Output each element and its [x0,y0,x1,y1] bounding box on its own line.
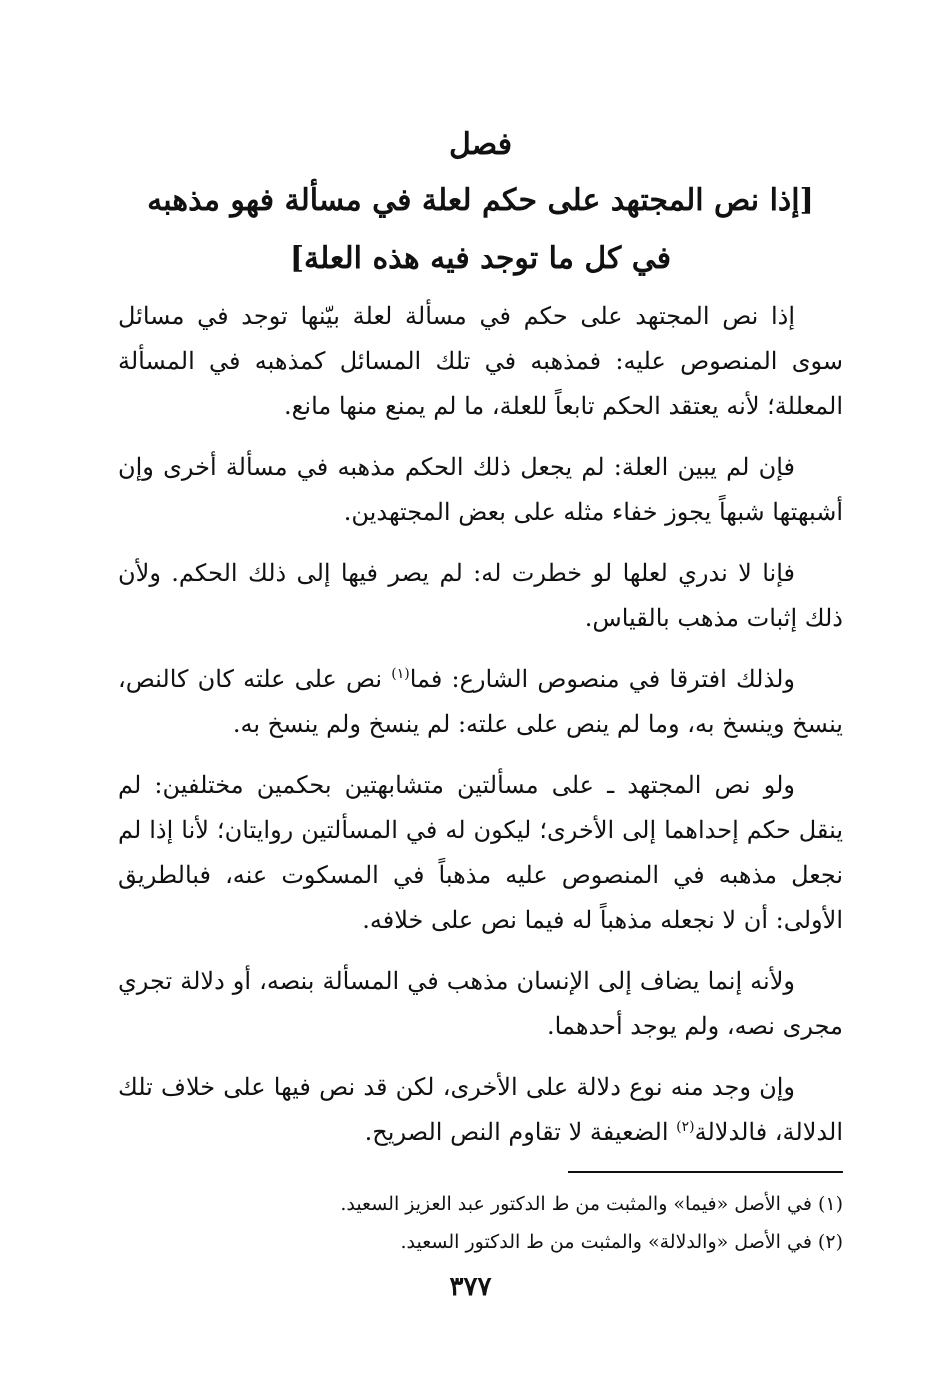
body-text [118,294,843,1155]
footnotes [118,1185,843,1261]
paragraph-7-text-b: الضعيفة لا تقاوم النص الصريح. [364,1118,677,1146]
page-content [118,118,843,1261]
paragraph-7-text-a: وإن وجد منه نوع دلالة على الأخرى، لكن قد نص فيها على خلاف تلك الدلالة، فالدلالة [118,1073,843,1146]
paragraph-3: فإنا لا ندري لعلها لو خطرت له: لم يصر فيها إلى ذلك الحكم. ولأن ذلك إثبات مذهب بالقياس. [118,559,843,632]
paragraph-2: فإن لم يبين العلة: لم يجعل ذلك الحكم مذهبه في مسألة أخرى وإن أشبهتها شبهاً يجوز خفاء مثله على بعض المجتهدين. [118,453,843,526]
footnote-1: (١) في الأصل «فيما» والمثبت من ط الدكتور عبد العزيز السعيد. [340,1193,843,1215]
paragraph-5: ولو نص المجتهد ـ على مسألتين متشابهتين بحكمين مختلفين: لم ينقل حكم إحداهما إلى الأخرى؛ ليكون له في المسألتين روايتان؛ لأنا إذا لم نجعل مذهبه في المنصوص عليه مذهباً في المسكوت عنه، فبالطريق الأولى: أن لا نجعله مذهباً له فيما نص على خلافه. [118,771,843,934]
footnote-ref-1: (١) [391,666,410,682]
section-label: فصل [448,127,513,162]
section-title-line-2: في كل ما توجد فيه هذه العلة] [289,241,672,276]
footnote-divider [568,1171,843,1173]
footnote-ref-2: (٢) [676,1119,695,1135]
paragraph-7 [118,1065,843,1155]
section-title-line-1: [إذا نص المجتهد على حكم لعلة في مسألة فهو مذهبه [147,183,814,218]
page-number: ٣٧٧ [449,1272,492,1302]
paragraph-4 [118,657,843,747]
paragraph-4-text-a: ولذلك افترقا في منصوص الشارع: فما [409,665,795,693]
footnote-2: (٢) في الأصل «والدلالة» والمثبت من ط الدكتور السعيد. [400,1231,843,1253]
paragraph-1: إذا نص المجتهد على حكم في مسألة لعلة بيّنها توجد في مسائل سوى المنصوص عليه: فمذهبه في تلك المسائل كمذهبه في المسألة المعللة؛ لأنه يعتقد الحكم تابعاً للعلة، ما لم يمنع منها مانع. [118,302,843,420]
paragraph-6: ولأنه إنما يضاف إلى الإنسان مذهب في المسألة بنصه، أو دلالة تجري مجرى نصه، ولم يوجد أحدهما. [118,967,843,1040]
paragraph-4-text-b: نص على علته كان كالنص، ينسخ وينسخ به، وما لم ينص على علته: لم ينسخ ولم ينسخ به. [118,665,843,738]
